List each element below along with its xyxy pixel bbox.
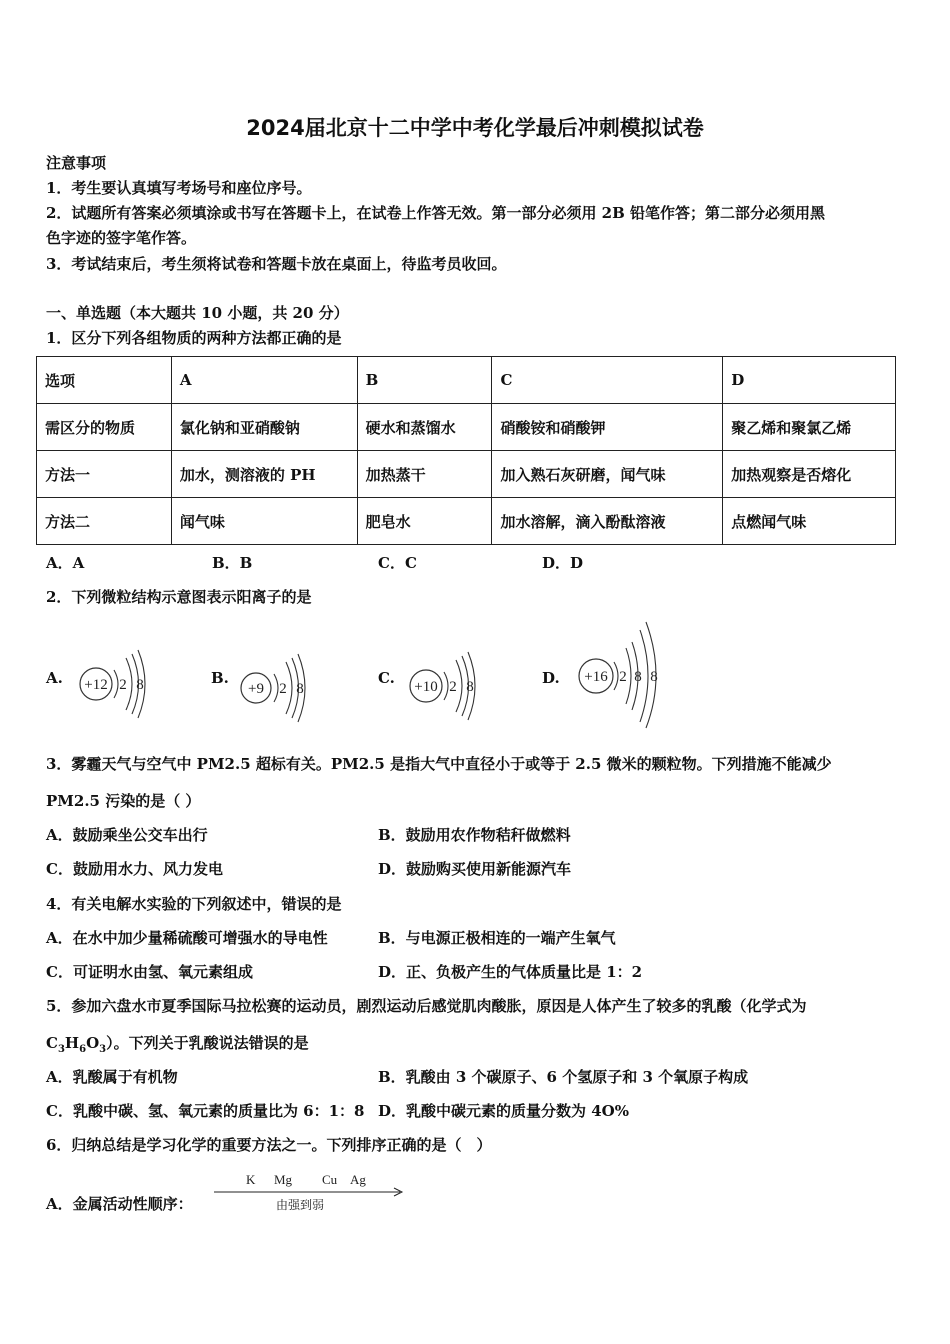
table-cell: 加入熟石灰研磨，闻气味 xyxy=(492,451,723,498)
svg-text:2: 2 xyxy=(119,677,127,693)
question-6-stem: 6．归纳总结是学习化学的重要方法之一。下列排序正确的是（ ） xyxy=(46,1136,492,1154)
svg-text:8: 8 xyxy=(650,669,658,685)
choice-a: A．乳酸属于有机物 xyxy=(46,1068,178,1086)
notice-item: 1．考生要认真填写考场号和座位序号。 xyxy=(46,179,312,197)
table-cell: C xyxy=(492,357,723,404)
option-label: D. xyxy=(542,669,560,687)
table-cell: 点燃闻气味 xyxy=(723,498,896,545)
svg-text:+10: +10 xyxy=(414,679,438,695)
choice-b: B．乳酸由 3 个碳原子、6 个氢原子和 3 个氧原子构成 xyxy=(378,1068,749,1086)
page-title: 2024届北京十二中学中考化学最后冲刺模拟试卷 xyxy=(246,116,704,140)
section-heading: 一、单选题（本大题共 10 小题，共 20 分） xyxy=(46,304,349,322)
table-cell: 肥皂水 xyxy=(357,498,492,545)
table-row xyxy=(37,404,896,451)
svg-text:K: K xyxy=(246,1172,256,1187)
svg-text:2: 2 xyxy=(619,669,627,685)
svg-text:8: 8 xyxy=(136,677,144,693)
table-cell: A xyxy=(171,357,357,404)
table-cell: B xyxy=(357,357,492,404)
table-cell: 方法二 xyxy=(37,498,172,545)
notice-item: 色字迹的签字笔作答。 xyxy=(46,229,197,247)
option-label: A. xyxy=(46,669,63,687)
notice-item: 2．试题所有答案必须填涂或书写在答题卡上，在试卷上作答无效。第一部分必须用 2B 铅笔作答；第二部分必须用黑 xyxy=(46,204,826,222)
question-1-table xyxy=(36,356,896,545)
svg-text:8: 8 xyxy=(296,681,304,697)
table-cell: 需区分的物质 xyxy=(37,404,172,451)
choice-a: A．金属活动性顺序： xyxy=(46,1195,193,1213)
svg-text:Ag: Ag xyxy=(350,1172,366,1187)
table-cell: 闻气味 xyxy=(171,498,357,545)
notice-heading: 注意事项 xyxy=(46,154,107,172)
table-cell: 氯化钠和亚硝酸钠 xyxy=(171,404,357,451)
table-cell: 加水溶解，滴入酚酞溶液 xyxy=(492,498,723,545)
question-3-stem: 3．雾霾天气与空气中 PM2.5 超标有关。PM2.5 是指大气中直径小于或等于 2.5 微米的颗粒物。下列措施不能减少 xyxy=(46,755,832,773)
svg-text:+12: +12 xyxy=(84,677,108,693)
svg-text:8: 8 xyxy=(466,679,474,695)
question-3-stem: PM2.5 污染的是（ ） xyxy=(46,792,201,810)
table-row xyxy=(37,498,896,545)
question-4-stem: 4．有关电解水实验的下列叙述中，错误的是 xyxy=(46,895,342,913)
svg-text:2: 2 xyxy=(279,681,287,697)
choice-c: C．可证明水由氢、氧元素组成 xyxy=(46,963,253,981)
svg-text:+16: +16 xyxy=(584,669,608,685)
answer-option-c: C．C xyxy=(378,554,417,572)
choice-a: A．在水中加少量稀硫酸可增强水的导电性 xyxy=(46,929,328,947)
choice-d: D．鼓励购买使用新能源汽车 xyxy=(378,860,572,878)
table-cell: 硝酸铵和硝酸钾 xyxy=(492,404,723,451)
atom-structure-diagram xyxy=(76,640,156,720)
svg-text:Cu: Cu xyxy=(322,1172,338,1187)
atom-structure-diagram xyxy=(236,648,316,728)
table-cell: 硬水和蒸馏水 xyxy=(357,404,492,451)
choice-c: C．鼓励用水力、风力发电 xyxy=(46,860,223,878)
choice-c: C．乳酸中碳、氢、氧元素的质量比为 6：1：8 xyxy=(46,1102,365,1120)
table-cell: 聚乙烯和聚氯乙烯 xyxy=(723,404,896,451)
metal-activity-diagram xyxy=(212,1168,412,1220)
option-label: C. xyxy=(378,669,395,687)
question-5-stem: 5．参加六盘水市夏季国际马拉松赛的运动员，剧烈运动后感觉肌肉酸胀，原因是人体产生了较多的乳酸（化学式为 xyxy=(46,997,807,1015)
svg-text:由强到弱: 由强到弱 xyxy=(276,1198,325,1212)
question-1-stem: 1．区分下列各组物质的两种方法都正确的是 xyxy=(46,329,342,347)
svg-text:Mg: Mg xyxy=(274,1172,293,1187)
choice-b: B．鼓励用农作物秸秆做燃料 xyxy=(378,826,571,844)
table-cell: 加热蒸干 xyxy=(357,451,492,498)
answer-option-a: A．A xyxy=(46,554,85,572)
choice-d: D．正、负极产生的气体质量比是 1：2 xyxy=(378,963,643,981)
atom-structure-diagram xyxy=(406,646,486,726)
table-row xyxy=(37,357,896,404)
answer-option-b: B．B xyxy=(212,554,253,572)
svg-text:8: 8 xyxy=(634,669,642,685)
notice-item: 3．考试结束后，考生须将试卷和答题卡放在桌面上，待监考员收回。 xyxy=(46,255,507,273)
svg-text:+9: +9 xyxy=(248,681,264,697)
atom-structure-diagram xyxy=(574,618,674,730)
table-cell: 加水，测溶液的 PH xyxy=(171,451,357,498)
choice-d: D．乳酸中碳元素的质量分数为 4O% xyxy=(378,1102,629,1120)
table-cell: 方法一 xyxy=(37,451,172,498)
choice-a: A．鼓励乘坐公交车出行 xyxy=(46,826,208,844)
table-cell: 选项 xyxy=(37,357,172,404)
svg-text:2: 2 xyxy=(449,679,457,695)
table-row xyxy=(37,451,896,498)
question-2-stem: 2．下列微粒结构示意图表示阳离子的是 xyxy=(46,588,312,606)
choice-b: B．与电源正极相连的一端产生氧气 xyxy=(378,929,616,947)
option-label: B. xyxy=(211,669,229,687)
answer-option-d: D．D xyxy=(542,554,584,572)
question-5-formula-line: $C_3H_6O_3$）。下列关于乳酸说法错误的是 xyxy=(46,1034,309,1055)
table-cell: 加热观察是否熔化 xyxy=(723,451,896,498)
table-cell: D xyxy=(723,357,896,404)
chemical-formula: $C_3H_6O_3$ xyxy=(46,1034,107,1055)
